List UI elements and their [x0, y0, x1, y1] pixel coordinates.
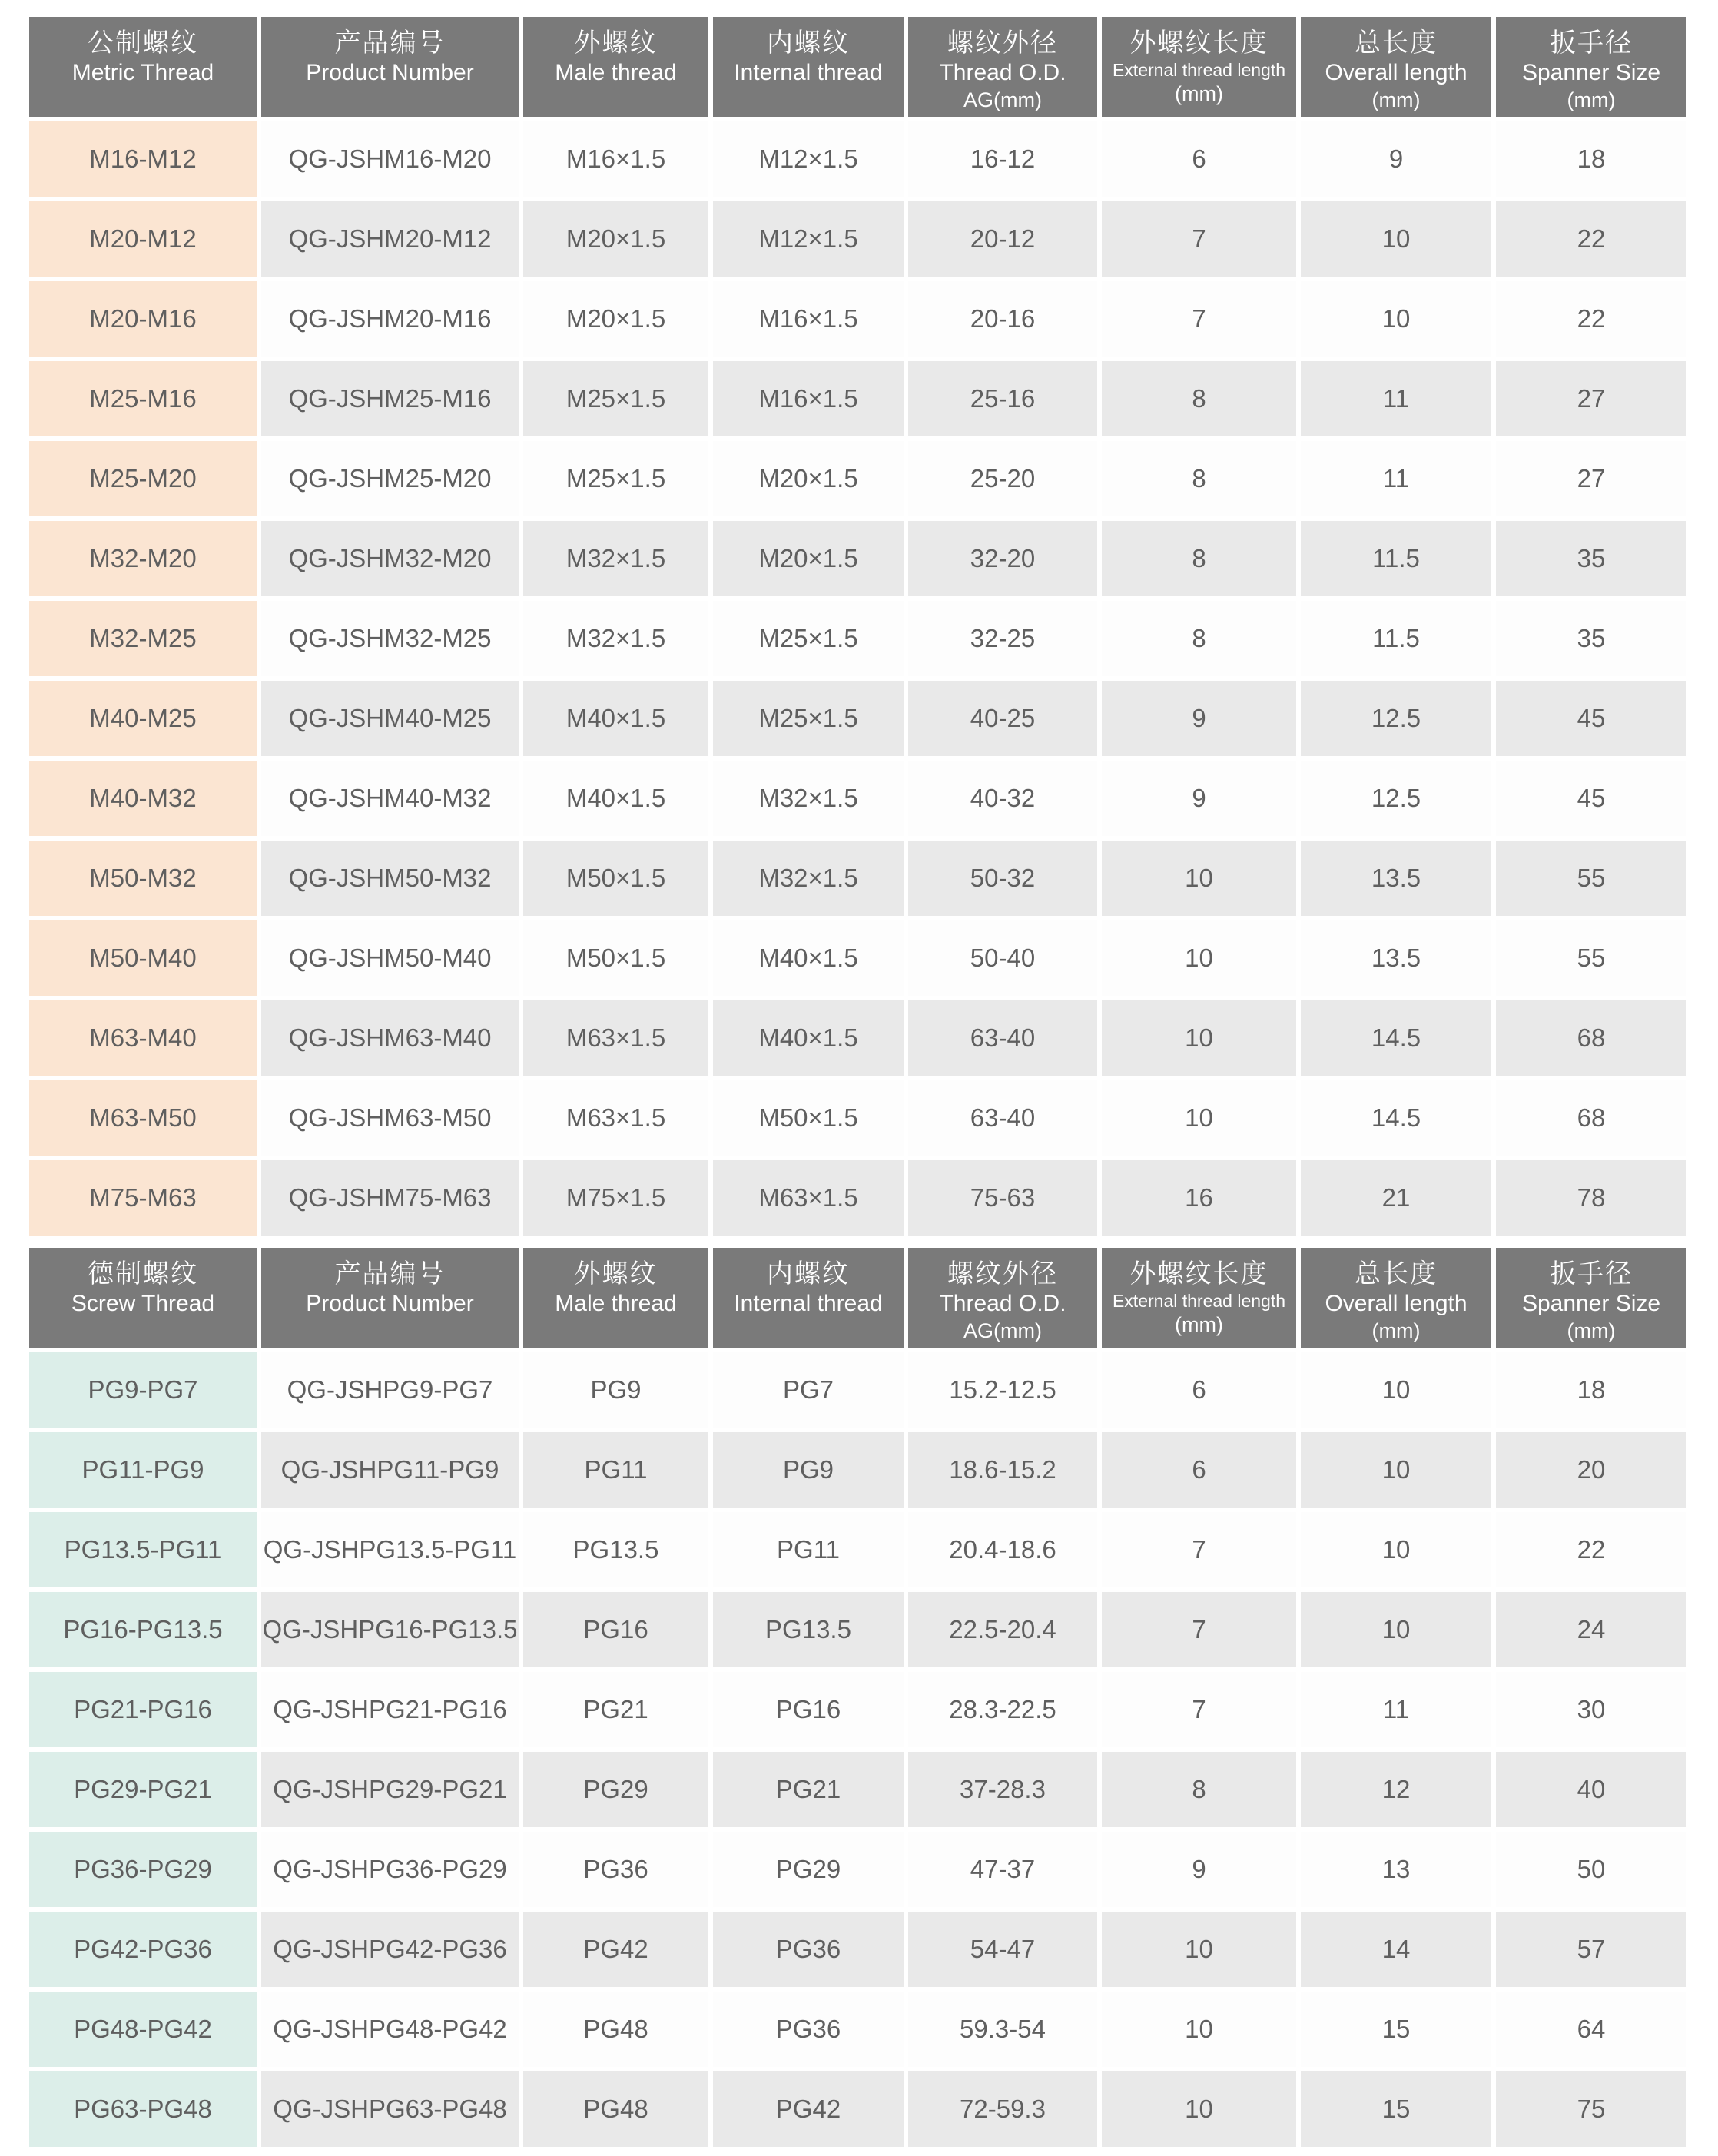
- row-label: M40-M25: [29, 681, 257, 756]
- table-cell: QG-JSHPG29-PG21: [261, 1752, 519, 1827]
- table-cell: 10: [1102, 1080, 1296, 1156]
- table-cell: QG-JSHM63-M40: [261, 1000, 519, 1076]
- table-cell: QG-JSHM50-M32: [261, 841, 519, 916]
- column-header-en: Spanner Size: [1521, 1291, 1661, 1317]
- table-cell: 10: [1102, 2071, 1296, 2147]
- table-cell: 11: [1301, 441, 1491, 516]
- column-header-en: Thread O.D.: [939, 1291, 1066, 1317]
- column-header-en: Internal thread: [734, 1291, 883, 1317]
- table-cell: 11.5: [1301, 521, 1491, 596]
- table-cell: 72-59.3: [908, 2071, 1097, 2147]
- column-header: [261, 1248, 519, 1348]
- column-header-zh: 螺纹外径: [947, 28, 1058, 58]
- column-header-en: External thread length: [1112, 60, 1286, 81]
- table-cell: 7: [1102, 1592, 1296, 1667]
- table-cell: 50: [1496, 1832, 1686, 1907]
- column-header: [1102, 1248, 1296, 1348]
- column-header: [29, 1248, 257, 1348]
- table-cell: QG-JSHPG11-PG9: [261, 1432, 519, 1508]
- row-label: M32-M25: [29, 601, 257, 676]
- table-cell: PG16: [713, 1672, 904, 1747]
- table-cell: M20×1.5: [523, 281, 708, 357]
- table-cell: M63×1.5: [713, 1160, 904, 1236]
- column-header: [1496, 17, 1686, 117]
- table-cell: 25-20: [908, 441, 1097, 516]
- table-cell: PG36: [523, 1832, 708, 1907]
- table-cell: 10: [1301, 1432, 1491, 1508]
- table-cell: M25×1.5: [523, 361, 708, 436]
- table-cell: QG-JSHM40-M32: [261, 761, 519, 836]
- column-header-zh: 总长度: [1355, 1259, 1438, 1289]
- column-header-en: Internal thread: [734, 60, 883, 86]
- table-cell: 10: [1301, 1512, 1491, 1587]
- table-cell: 16-12: [908, 121, 1097, 197]
- table-cell: QG-JSHPG13.5-PG11: [261, 1512, 519, 1587]
- table-cell: 16: [1102, 1160, 1296, 1236]
- table-cell: QG-JSHM75-M63: [261, 1160, 519, 1236]
- table-cell: 12.5: [1301, 681, 1491, 756]
- table-cell: QG-JSHM20-M16: [261, 281, 519, 357]
- table-cell: 9: [1102, 1832, 1296, 1907]
- table-cell: 10: [1301, 1352, 1491, 1428]
- column-header-unit: (mm): [1567, 1319, 1616, 1343]
- table-cell: 35: [1496, 521, 1686, 596]
- table-cell: 27: [1496, 361, 1686, 436]
- table-cell: QG-JSHPG42-PG36: [261, 1912, 519, 1987]
- table-cell: PG7: [713, 1352, 904, 1428]
- table-cell: M20×1.5: [713, 441, 904, 516]
- table-cell: 11: [1301, 361, 1491, 436]
- table-cell: M40×1.5: [523, 761, 708, 836]
- table-cell: M20×1.5: [523, 201, 708, 277]
- table-cell: 25-16: [908, 361, 1097, 436]
- table-cell: 45: [1496, 681, 1686, 756]
- metric-thread-table: [29, 17, 1686, 1236]
- column-header: [523, 17, 708, 117]
- table-cell: QG-JSHM63-M50: [261, 1080, 519, 1156]
- table-cell: 75: [1496, 2071, 1686, 2147]
- table-cell: PG11: [713, 1512, 904, 1587]
- table-cell: 40-25: [908, 681, 1097, 756]
- table-cell: 32-25: [908, 601, 1097, 676]
- table-cell: 45: [1496, 761, 1686, 836]
- table-cell: PG36: [713, 1912, 904, 1987]
- table-cell: QG-JSHM32-M20: [261, 521, 519, 596]
- table-cell: QG-JSHM25-M16: [261, 361, 519, 436]
- table-cell: PG36: [713, 1992, 904, 2067]
- table-cell: 10: [1102, 1992, 1296, 2067]
- column-header: [713, 17, 904, 117]
- table-cell: 7: [1102, 1512, 1296, 1587]
- table-cell: 9: [1301, 121, 1491, 197]
- table-cell: 8: [1102, 361, 1296, 436]
- table-cell: 22.5-20.4: [908, 1592, 1097, 1667]
- table-cell: 55: [1496, 841, 1686, 916]
- table-cell: M40×1.5: [713, 920, 904, 996]
- table-cell: 20.4-18.6: [908, 1512, 1097, 1587]
- table-cell: 22: [1496, 281, 1686, 357]
- table-cell: 68: [1496, 1080, 1686, 1156]
- table-cell: 47-37: [908, 1832, 1097, 1907]
- table-cell: 75-63: [908, 1160, 1097, 1236]
- column-header-unit: (mm): [1175, 1312, 1223, 1336]
- table-cell: PG29: [713, 1832, 904, 1907]
- table-cell: M32×1.5: [713, 761, 904, 836]
- column-header-zh: 外螺纹: [574, 1259, 658, 1289]
- column-header-zh: 扳手径: [1550, 1259, 1633, 1289]
- table-cell: 30: [1496, 1672, 1686, 1747]
- table-cell: PG9: [523, 1352, 708, 1428]
- table-cell: 18: [1496, 121, 1686, 197]
- table-cell: 10: [1102, 841, 1296, 916]
- table-cell: 24: [1496, 1592, 1686, 1667]
- table-cell: 8: [1102, 441, 1296, 516]
- table-cell: M20×1.5: [713, 521, 904, 596]
- row-label: M16-M12: [29, 121, 257, 197]
- table-cell: 7: [1102, 281, 1296, 357]
- column-header-en: Product Number: [306, 60, 474, 86]
- column-header-zh: 外螺纹长度: [1129, 1259, 1269, 1289]
- table-cell: 10: [1301, 1592, 1491, 1667]
- table-cell: 20-12: [908, 201, 1097, 277]
- table-cell: 12: [1301, 1752, 1491, 1827]
- table-cell: PG21: [713, 1752, 904, 1827]
- column-header-zh: 螺纹外径: [947, 1259, 1058, 1289]
- row-label: PG11-PG9: [29, 1432, 257, 1508]
- table-cell: M12×1.5: [713, 121, 904, 197]
- row-label: M63-M50: [29, 1080, 257, 1156]
- row-label: M75-M63: [29, 1160, 257, 1236]
- table-cell: PG48: [523, 1992, 708, 2067]
- table-cell: 14: [1301, 1912, 1491, 1987]
- table-cell: 28.3-22.5: [908, 1672, 1097, 1747]
- table-cell: 40-32: [908, 761, 1097, 836]
- row-label: PG36-PG29: [29, 1832, 257, 1907]
- table-cell: 6: [1102, 1352, 1296, 1428]
- table-cell: PG13.5: [713, 1592, 904, 1667]
- table-cell: 6: [1102, 121, 1296, 197]
- column-header: [1102, 17, 1296, 117]
- table-cell: M50×1.5: [523, 841, 708, 916]
- table-cell: 20-16: [908, 281, 1097, 357]
- table-cell: 50-40: [908, 920, 1097, 996]
- table-cell: 13.5: [1301, 841, 1491, 916]
- column-header: [261, 17, 519, 117]
- table-cell: PG29: [523, 1752, 708, 1827]
- row-label: M50-M40: [29, 920, 257, 996]
- table-cell: PG13.5: [523, 1512, 708, 1587]
- row-label: PG42-PG36: [29, 1912, 257, 1987]
- table-cell: 22: [1496, 201, 1686, 277]
- row-label: M32-M20: [29, 521, 257, 596]
- column-header-en: External thread length: [1112, 1291, 1286, 1312]
- table-cell: M32×1.5: [523, 521, 708, 596]
- table-cell: 10: [1301, 281, 1491, 357]
- table-cell: M40×1.5: [523, 681, 708, 756]
- column-header-zh: 内螺纹: [767, 28, 850, 58]
- row-label: PG21-PG16: [29, 1672, 257, 1747]
- screw-thread-table: [29, 1248, 1686, 2147]
- table-cell: 11.5: [1301, 601, 1491, 676]
- table-cell: QG-JSHPG48-PG42: [261, 1992, 519, 2067]
- row-label: PG63-PG48: [29, 2071, 257, 2147]
- table-cell: 15: [1301, 2071, 1491, 2147]
- column-header-unit: (mm): [1175, 81, 1223, 105]
- table-cell: 18: [1496, 1352, 1686, 1428]
- column-header-zh: 外螺纹长度: [1129, 28, 1269, 58]
- table-cell: 63-40: [908, 1080, 1097, 1156]
- table-cell: PG9: [713, 1432, 904, 1508]
- table-cell: M16×1.5: [713, 281, 904, 357]
- column-header: [29, 17, 257, 117]
- table-cell: 8: [1102, 521, 1296, 596]
- table-cell: 78: [1496, 1160, 1686, 1236]
- column-header-unit: (mm): [1567, 88, 1616, 112]
- table-cell: QG-JSHPG21-PG16: [261, 1672, 519, 1747]
- table-cell: 20: [1496, 1432, 1686, 1508]
- table-cell: 64: [1496, 1992, 1686, 2067]
- column-header-en: Screw Thread: [71, 1291, 215, 1317]
- table-cell: M50×1.5: [713, 1080, 904, 1156]
- row-label: PG16-PG13.5: [29, 1592, 257, 1667]
- column-header-zh: 公制螺纹: [88, 28, 198, 58]
- table-cell: M16×1.5: [523, 121, 708, 197]
- table-cell: 12.5: [1301, 761, 1491, 836]
- table-cell: 10: [1102, 920, 1296, 996]
- table-cell: 54-47: [908, 1912, 1097, 1987]
- table-cell: PG21: [523, 1672, 708, 1747]
- table-cell: 13.5: [1301, 920, 1491, 996]
- row-label: M25-M16: [29, 361, 257, 436]
- row-label: M63-M40: [29, 1000, 257, 1076]
- table-cell: QG-JSHM50-M40: [261, 920, 519, 996]
- row-label: M20-M12: [29, 201, 257, 277]
- table-cell: 9: [1102, 681, 1296, 756]
- row-label: PG29-PG21: [29, 1752, 257, 1827]
- table-cell: QG-JSHPG63-PG48: [261, 2071, 519, 2147]
- column-header: [908, 1248, 1097, 1348]
- table-cell: M50×1.5: [523, 920, 708, 996]
- column-header-zh: 产品编号: [334, 1259, 446, 1289]
- table-cell: M32×1.5: [713, 841, 904, 916]
- table-cell: 27: [1496, 441, 1686, 516]
- table-cell: 10: [1301, 201, 1491, 277]
- column-header-en: Metric Thread: [71, 60, 214, 86]
- table-cell: M16×1.5: [713, 361, 904, 436]
- table-cell: 37-28.3: [908, 1752, 1097, 1827]
- table-cell: M40×1.5: [713, 1000, 904, 1076]
- table-cell: 14.5: [1301, 1080, 1491, 1156]
- column-header-en: Thread O.D.: [939, 60, 1066, 86]
- column-header-en: Male thread: [555, 1291, 677, 1317]
- column-header-unit: (mm): [1371, 88, 1421, 112]
- table-cell: 6: [1102, 1432, 1296, 1508]
- table-cell: 8: [1102, 1752, 1296, 1827]
- table-cell: 15: [1301, 1992, 1491, 2067]
- table-cell: 63-40: [908, 1000, 1097, 1076]
- table-cell: M25×1.5: [523, 441, 708, 516]
- table-cell: M63×1.5: [523, 1080, 708, 1156]
- table-cell: QG-JSHM40-M25: [261, 681, 519, 756]
- table-cell: 10: [1102, 1000, 1296, 1076]
- table-cell: 9: [1102, 761, 1296, 836]
- column-header-unit: (mm): [1371, 1319, 1421, 1343]
- table-cell: 32-20: [908, 521, 1097, 596]
- table-cell: 40: [1496, 1752, 1686, 1827]
- table-cell: 10: [1102, 1912, 1296, 1987]
- table-cell: 57: [1496, 1912, 1686, 1987]
- table-cell: M25×1.5: [713, 601, 904, 676]
- column-header-en: Male thread: [555, 60, 677, 86]
- row-label: M25-M20: [29, 441, 257, 516]
- column-header-en: Product Number: [306, 1291, 474, 1317]
- table-cell: 55: [1496, 920, 1686, 996]
- table-cell: QG-JSHPG36-PG29: [261, 1832, 519, 1907]
- table-cell: 35: [1496, 601, 1686, 676]
- row-label: PG13.5-PG11: [29, 1512, 257, 1587]
- table-cell: 68: [1496, 1000, 1686, 1076]
- table-cell: M25×1.5: [713, 681, 904, 756]
- table-cell: 59.3-54: [908, 1992, 1097, 2067]
- row-label: PG48-PG42: [29, 1992, 257, 2067]
- column-header-unit: AG(mm): [963, 88, 1042, 112]
- table-cell: 15.2-12.5: [908, 1352, 1097, 1428]
- column-header-zh: 总长度: [1355, 28, 1438, 58]
- table-cell: 13: [1301, 1832, 1491, 1907]
- column-header: [1496, 1248, 1686, 1348]
- column-header-en: Overall length: [1325, 1291, 1468, 1317]
- table-cell: PG16: [523, 1592, 708, 1667]
- column-header-en: Overall length: [1325, 60, 1468, 86]
- table-cell: PG11: [523, 1432, 708, 1508]
- column-header: [1301, 1248, 1491, 1348]
- table-cell: 14.5: [1301, 1000, 1491, 1076]
- column-header-unit: AG(mm): [963, 1319, 1042, 1343]
- table-cell: 8: [1102, 601, 1296, 676]
- column-header-zh: 外螺纹: [574, 28, 658, 58]
- table-cell: PG48: [523, 2071, 708, 2147]
- table-cell: 22: [1496, 1512, 1686, 1587]
- column-header-en: Spanner Size: [1521, 60, 1661, 86]
- column-header-zh: 内螺纹: [767, 1259, 850, 1289]
- table-cell: 21: [1301, 1160, 1491, 1236]
- table-cell: QG-JSHM20-M12: [261, 201, 519, 277]
- column-header: [908, 17, 1097, 117]
- column-header: [1301, 17, 1491, 117]
- table-cell: 18.6-15.2: [908, 1432, 1097, 1508]
- table-cell: 7: [1102, 201, 1296, 277]
- row-label: M50-M32: [29, 841, 257, 916]
- table-cell: QG-JSHM16-M20: [261, 121, 519, 197]
- column-header: [713, 1248, 904, 1348]
- column-header-zh: 德制螺纹: [88, 1259, 198, 1289]
- table-cell: PG42: [523, 1912, 708, 1987]
- column-header-zh: 扳手径: [1550, 28, 1633, 58]
- table-cell: QG-JSHPG9-PG7: [261, 1352, 519, 1428]
- table-cell: 7: [1102, 1672, 1296, 1747]
- table-cell: 11: [1301, 1672, 1491, 1747]
- table-cell: M12×1.5: [713, 201, 904, 277]
- table-cell: QG-JSHM25-M20: [261, 441, 519, 516]
- table-cell: M63×1.5: [523, 1000, 708, 1076]
- table-cell: 50-32: [908, 841, 1097, 916]
- row-label: M40-M32: [29, 761, 257, 836]
- column-header: [523, 1248, 708, 1348]
- table-cell: M32×1.5: [523, 601, 708, 676]
- table-cell: PG42: [713, 2071, 904, 2147]
- row-label: PG9-PG7: [29, 1352, 257, 1428]
- table-cell: QG-JSHM32-M25: [261, 601, 519, 676]
- table-cell: QG-JSHPG16-PG13.5: [261, 1592, 519, 1667]
- row-label: M20-M16: [29, 281, 257, 357]
- column-header-zh: 产品编号: [334, 28, 446, 58]
- table-cell: M75×1.5: [523, 1160, 708, 1236]
